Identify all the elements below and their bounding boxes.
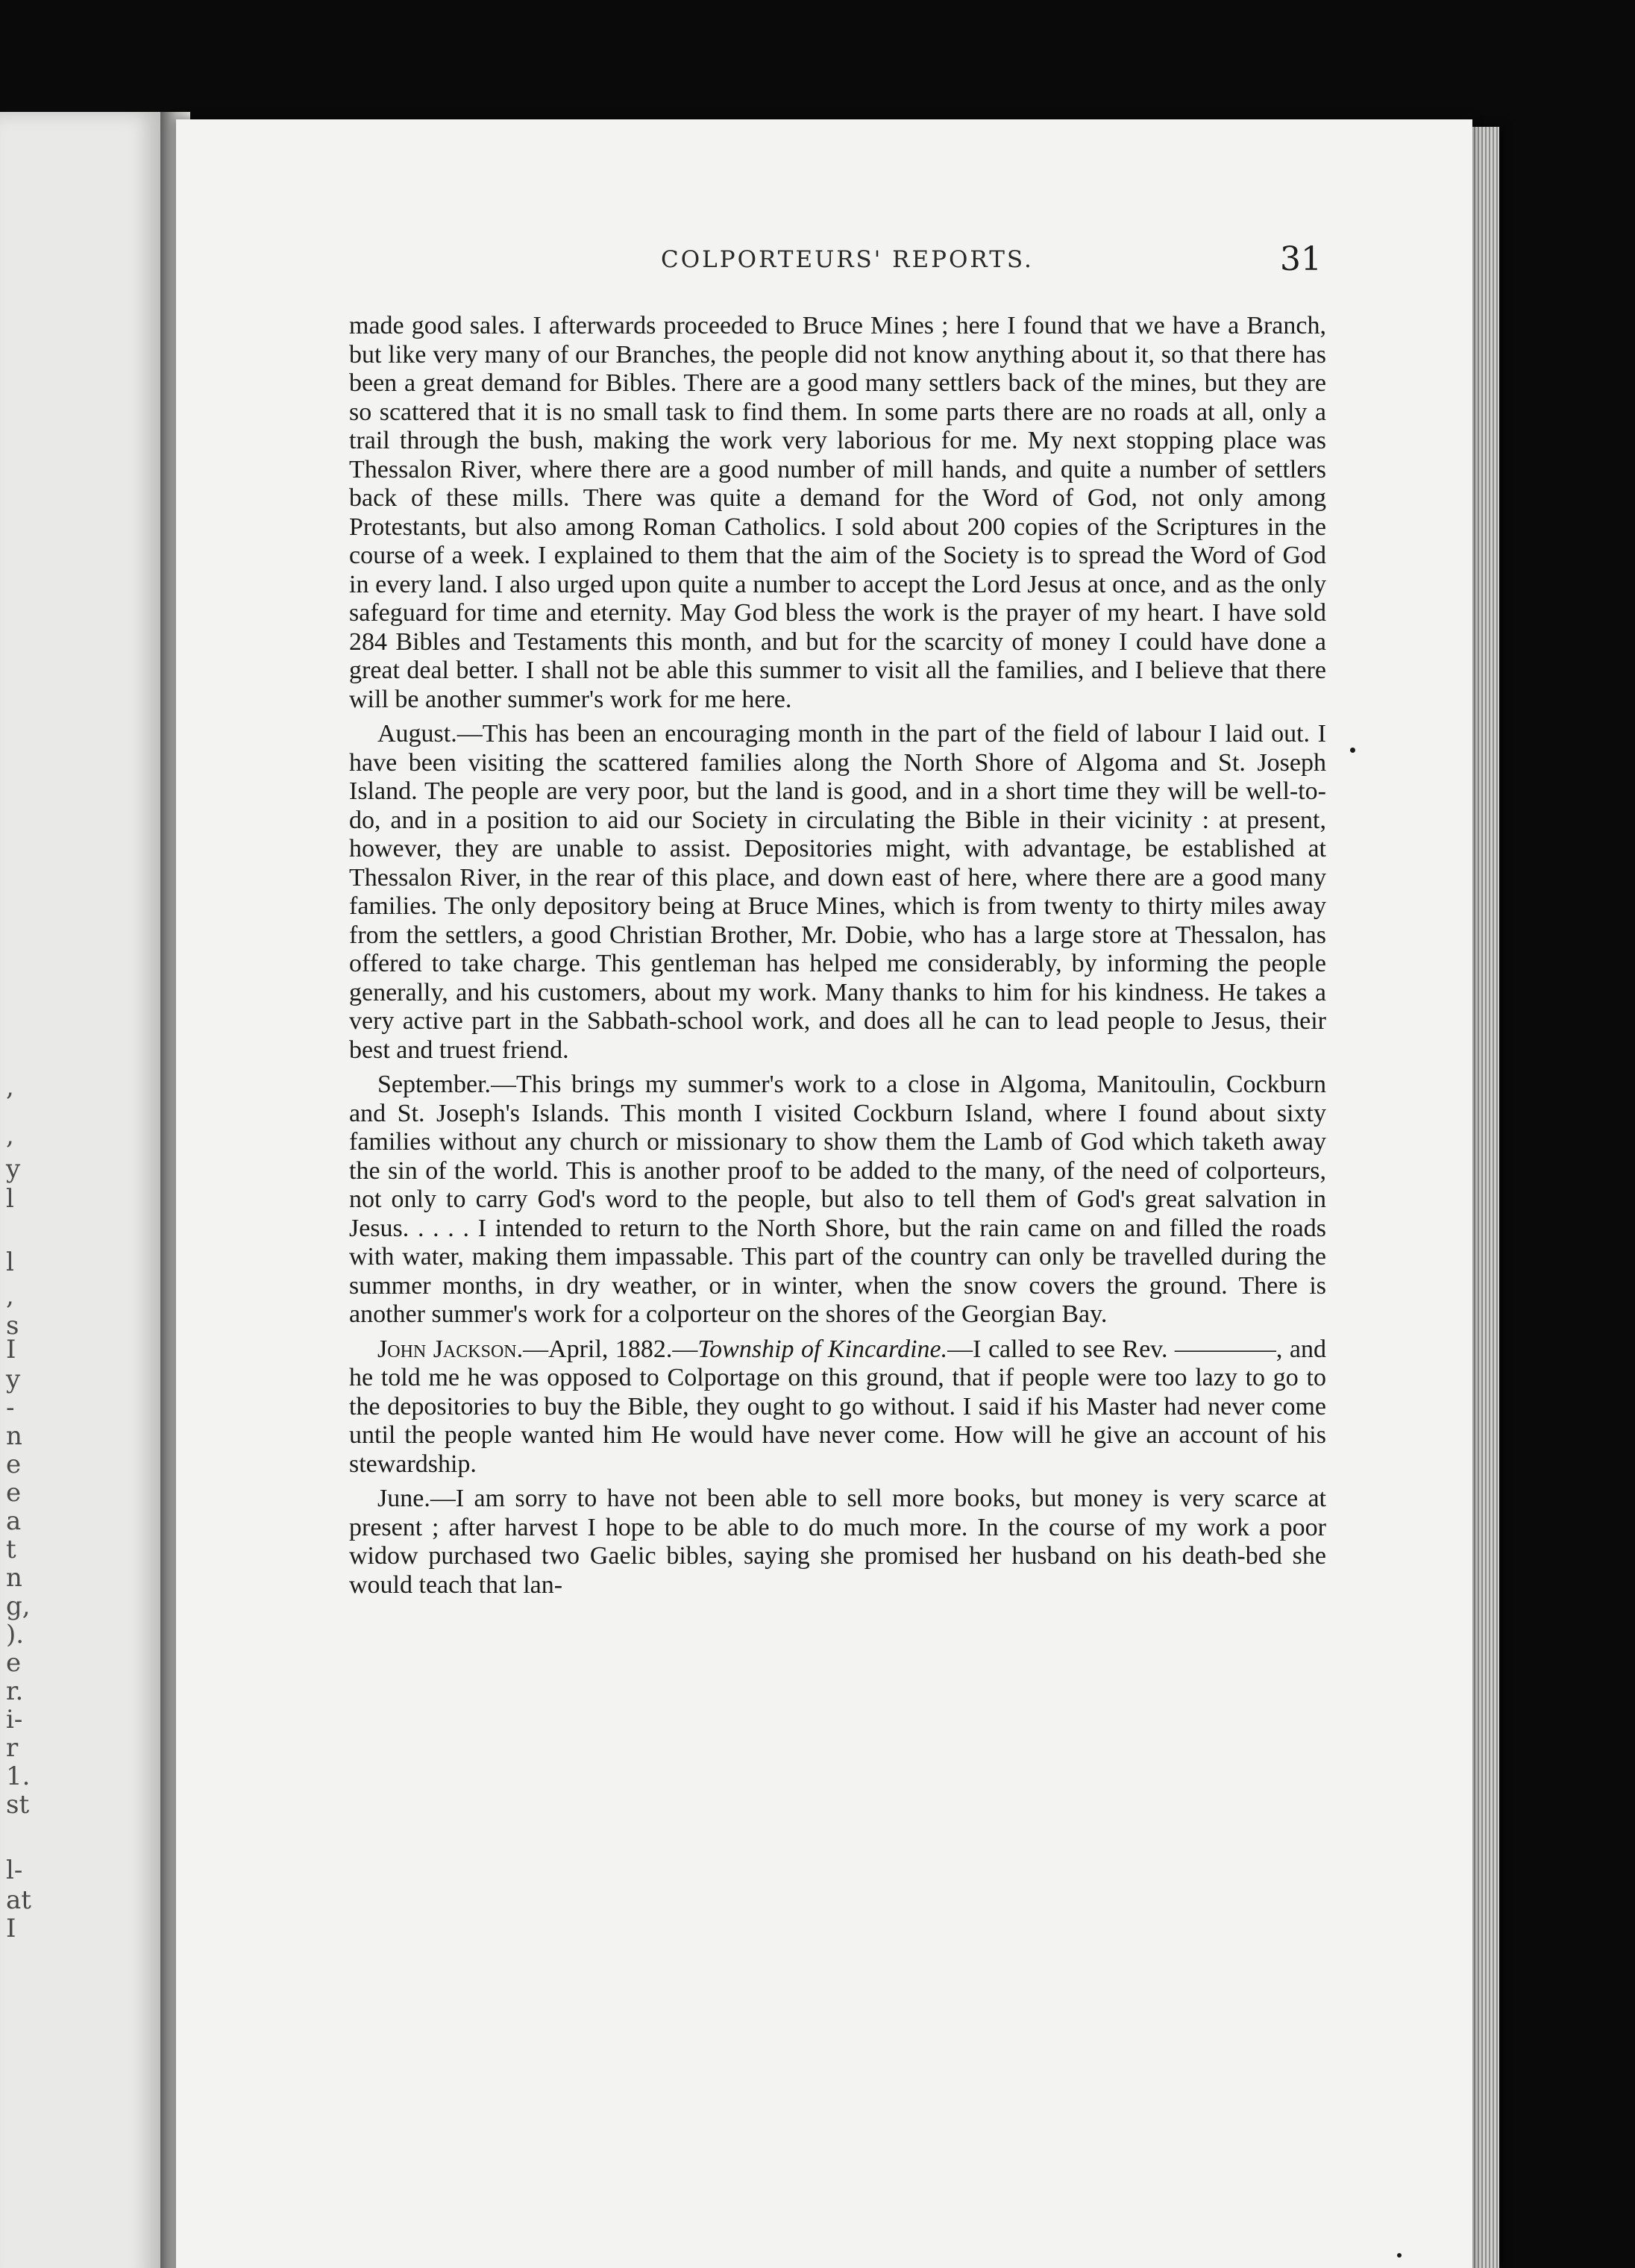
left-fragment: n [6,1421,22,1451]
page-edges [1468,127,1499,2268]
left-fragment: y [6,1365,21,1394]
left-fragment: e [6,1450,22,1479]
left-fragment: i- [6,1705,23,1735]
print-speck [1350,748,1355,753]
print-speck [1397,2253,1402,2258]
body-text [349,312,1326,1606]
paragraph-august: August.—This has been an encouraging month in the part of the field of labour I laid out. I have been visiting the scattered families along the North Shore of Algoma and St. Joseph Island. The people are very poor, but the land is good, and in a short time they will be well-to-do, and in a position to aid our Society in circulating the Bible in their vicinity : at present, however, they are unable to assist. Depositories might, with advantage, be established at Thessalon River, in the rear of this place, and down east of here, where there are a good many families. The only depository being at Bruce Mines, which is from twenty to thirty miles away from the settlers, a good Christian Brother, Mr. Dobie, who has a large store at Thessalon, has offered to take charge. This gentleman has helped me considerably, by informing the people generally, and his customers, about my work. Many thanks to him for his kindness. He takes a very active part in the Sabbath-school work, and does all he can to lead people to Jesus, their best and truest friend. [349,720,1326,1064]
left-fragment: n [6,1563,22,1593]
left-fragment: l [6,1184,14,1214]
left-fragment: e [6,1648,22,1678]
left-fragment: I [6,1335,16,1365]
left-fragment: r. [6,1676,24,1706]
left-fragment: I [6,1914,16,1943]
left-fragment: y [6,1154,21,1184]
book-page [176,119,1472,2268]
report-date: —April, 1882.— [523,1335,698,1363]
left-fragment: e [6,1478,22,1508]
report-place: Township of Kincardine. [697,1335,948,1363]
left-fragment: - [6,1393,15,1423]
left-fragment: l- [6,1855,23,1885]
left-fragment: st [6,1790,30,1820]
left-fragment: ). [6,1620,25,1650]
facing-page-left [0,112,163,2268]
left-fragment: s [6,1311,19,1341]
left-fragment: r [6,1733,19,1763]
colporteur-name: John Jackson. [377,1335,524,1363]
left-fragment: , [6,1072,14,1102]
left-fragment: a [6,1506,22,1536]
left-fragment: , [6,1281,14,1311]
running-head-title: COLPORTEURS' REPORTS. [661,246,1034,273]
page-number: 31 [1280,240,1322,278]
left-fragment: t [6,1535,16,1564]
left-fragment: 1. [6,1761,31,1791]
paragraph-june: June.—I am sorry to have not been able to sell more books, but money is very scarce at present ; after harvest I hope to be able to do much more. In the course of my work a poor widow purchased two Gaelic bibles, saying she promised her husband on his death-bed she would teach that lan- [349,1485,1326,1599]
paragraph-september: September.—This brings my summer's work to a close in Algoma, Manitoulin, Cockburn and St. Joseph's Islands. This month I visited Cockburn Island, where I found about sixty families without any church or missionary to show them the Lamb of God which taketh away the sin of the world. This is another proof to be added to the many, of the need of colporteurs, not only to carry God's word to the people, but also to tell them of God's great salvation in Jesus. . . . . I intended to return to the North Shore, but the rain came on and filled the roads with water, making them impassable. This part of the country can only be travelled during the summer months, in dry weather, or in winter, when the snow covers the ground. There is another summer's work for a colporteur on the shores of the Georgian Bay. [349,1071,1326,1328]
left-fragment: l [6,1247,14,1277]
paragraph-john-jackson [349,1335,1326,1479]
left-fragment: g, [6,1591,31,1621]
left-fragment: at [6,1885,31,1915]
left-fragment: , [6,1121,14,1150]
report-text: —I called to see Rev. ————, and he told me he was opposed to Colportage on this ground, that if people were too lazy to go to the depositories to buy the Bible, they ought to go without. I said if his Master had never come until the people wanted him He would have never come. How will he give an account of his stewardship. [349,1335,1326,1478]
paragraph-bruce-mines: made good sales. I afterwards proceeded to Bruce Mines ; here I found that we have a Branch, but like very many of our Branches, the people did not know anything about it, so that there has been a great demand for Bibles. There are a good many settlers back of the mines, but they are so scattered that it is no small task to find them. In some parts there are no roads at all, only a trail through the bush, making the work very laborious for me. My next stopping place was Thessalon River, where there are a good number of mill hands, and quite a number of settlers back of these mills. There was quite a demand for the Word of God, not only among Protestants, but also among Roman Catholics. I sold about 200 copies of the Scriptures in the course of a week. I explained to them that the aim of the Society is to spread the Word of God in every land. I also urged upon quite a number to accept the Lord Jesus at once, and as the only safeguard for time and eternity. May God bless the work is the prayer of my heart. I have sold 284 Bibles and Testaments this month, and but for the scarcity of money I could have done a great deal better. I shall not be able this summer to visit all the families, and I believe that there will be another summer's work for me here. [349,312,1326,713]
